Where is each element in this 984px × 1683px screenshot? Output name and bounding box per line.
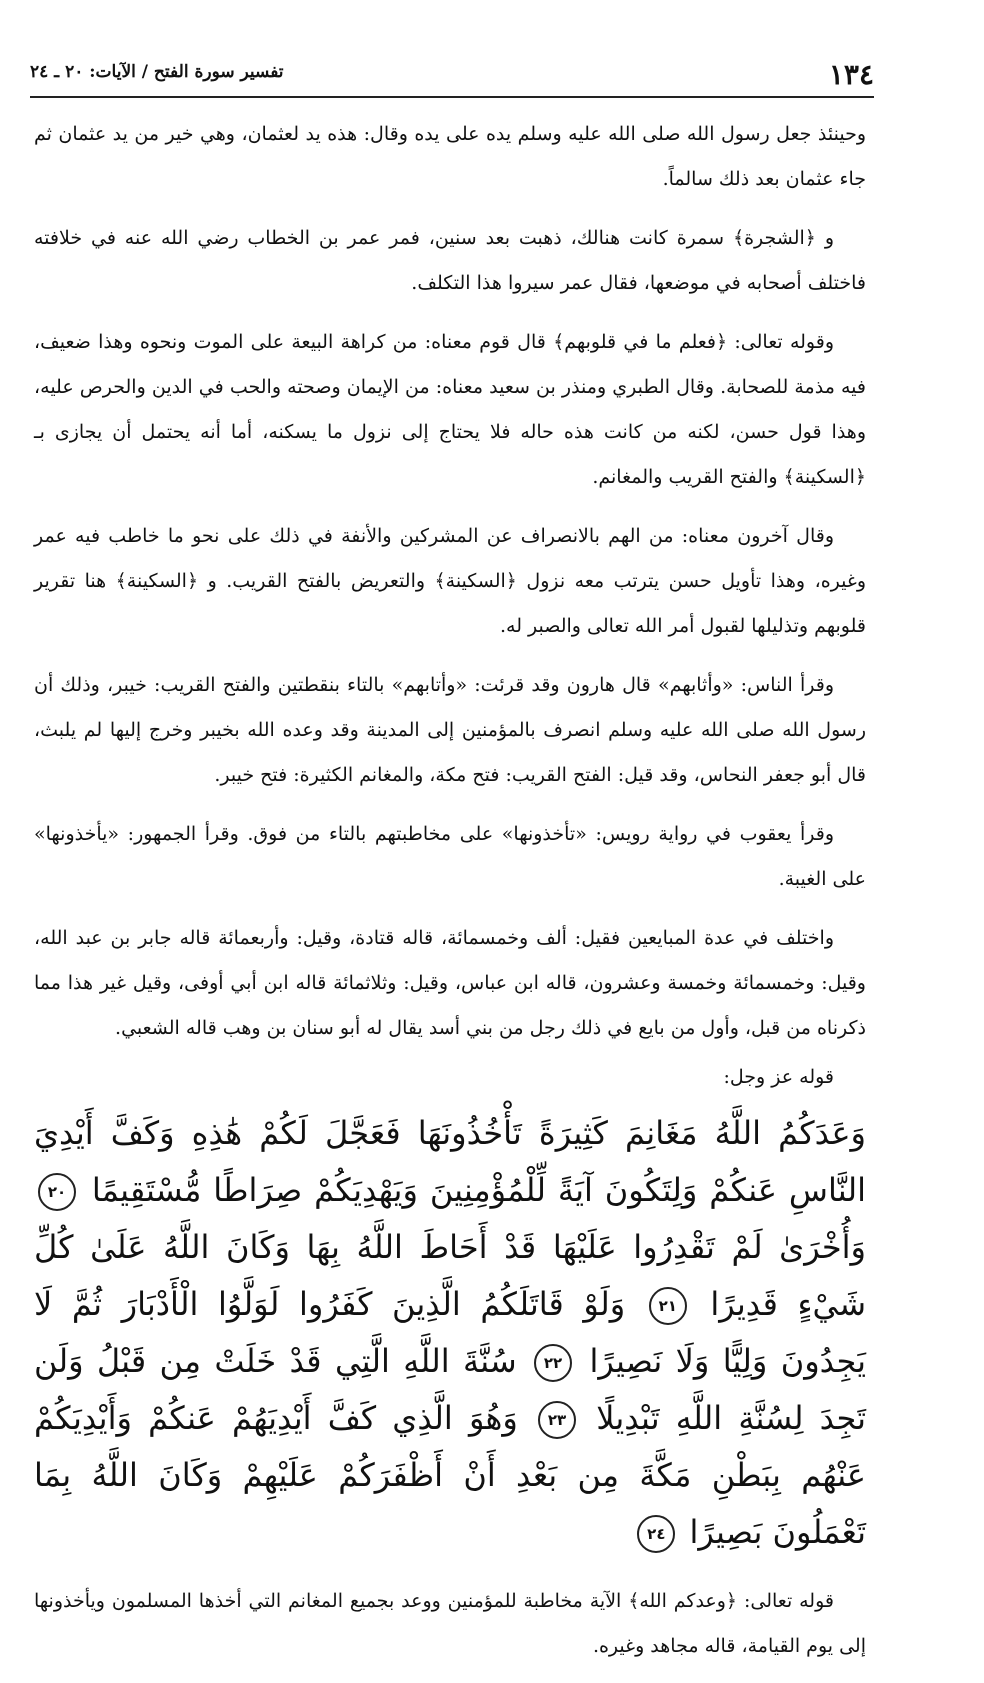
ayah-number-marker: ٢٤ (637, 1515, 675, 1553)
ayah-number-marker: ٢٢ (534, 1344, 572, 1382)
ayah-number-marker: ٢٠ (38, 1173, 76, 1211)
paragraph-1: وحينئذ جعل رسول الله صلى الله عليه وسلم يده على يده وقال: هذه يد لعثمان، وهي خير من يد عثمان ثم جاء عثمان بعد ذلك سالماً. (34, 123, 866, 190)
page-header (30, 56, 874, 98)
paragraph-7: واختلف في عدة المبايعين فقيل: ألف وخمسمائة، قاله قتادة، وقيل: وأربعمائة قاله جابر بن عبد الله، وقيل: وخمسمائة وخمسة وعشرون، قاله ابن عباس، وقيل: وثلاثمائة قاله ابن أبي أوفى، وقيل غير هذا مما ذكرناه من قبل، وأول من بايع في ذلك رجل من بني أسد يقال له أبو سنان بن وهب قاله الشعبي. (34, 927, 866, 1039)
ayah-number-marker: ٢١ (649, 1287, 687, 1325)
paragraph-3: وقوله تعالى: ﴿فعلم ما في قلوبهم﴾ قال قوم معناه: من كراهة البيعة على الموت ونحوه وهذا ضعيف، فيه مذمة للصحابة. وقال الطبري ومنذر بن سعيد معناه: من الإيمان وصحته والحب في الدين والحرص عليه، وهذا قول حسن، لكنه من كانت هذه حاله فلا يحتاج إلى نزول ما يسكنه، أما أنه يحتمل أن يجازى بـ ﴿السكينة﴾ والفتح القريب والمغانم. (34, 331, 866, 488)
page-body (34, 112, 866, 1683)
running-title: تفسير سورة الفتح / الآيات: ٢٠ ـ ٢٤ (30, 62, 284, 82)
ayah-23-text: سُنَّةَ اللَّهِ الَّتِي قَدْ خَلَتْ مِن قَبْلُ وَلَن تَجِدَ لِسُنَّةِ اللَّهِ تَبْدِيلًا (34, 1342, 867, 1437)
ayah-21-text: وَأُخْرَىٰ لَمْ تَقْدِرُوا عَلَيْهَا قَدْ أَحَاطَ اللَّهُ بِهَا وَكَانَ اللَّهُ عَلَىٰ كُلِّ شَيْءٍ قَدِيرًا (34, 1228, 867, 1323)
ayah-number-marker: ٢٣ (538, 1401, 576, 1439)
ayah-24-text: وَهُوَ الَّذِي كَفَّ أَيْدِيَهُمْ عَنكُمْ وَأَيْدِيَكُمْ عَنْهُم بِبَطْنِ مَكَّةَ مِن بَعْدِ أَنْ أَظْفَرَكُمْ عَلَيْهِمْ وَكَانَ اللَّهُ بِمَا تَعْمَلُونَ بَصِيرًا (34, 1399, 866, 1551)
quote-intro: قوله عز وجل: (723, 1066, 834, 1088)
quran-verses (34, 1105, 866, 1561)
paragraph-2: و ﴿الشجرة﴾ سمرة كانت هنالك، ذهبت بعد سنين، فمر عمر بن الخطاب رضي الله عنه في خلافته فاختلف أصحابه في موضعها، فقال عمر سيروا هذا التكلف. (34, 227, 866, 294)
paragraph-6: وقرأ يعقوب في رواية رويس: «تأخذونها» على مخاطبتهم بالتاء من فوق. وقرأ الجمهور: «يأخذونها» على الغيبة. (34, 823, 866, 890)
paragraph-4: وقال آخرون معناه: من الهم بالانصراف عن المشركين والأنفة في ذلك على نحو ما خاطب فيه عمر وغيره، وهذا تأويل حسن يترتب معه نزول ﴿السكينة﴾ والتعريض بالفتح القريب. و ﴿السكينة﴾ هنا تقرير قلوبهم وتذليلها لقبول أمر الله تعالى والصبر له. (34, 525, 866, 637)
commentary-paragraph: قوله تعالى: ﴿وعدكم الله﴾ الآية مخاطبة للمؤمنين ووعد بجميع المغانم التي أخذها المسلمون ويأخذونها إلى يوم القيامة، قاله مجاهد وغيره. (34, 1590, 866, 1657)
paragraph-5: وقرأ الناس: «وأثابهم» قال هارون وقد قرئت: «وأتابهم» بالتاء بنقطتين والفتح القريب: خيبر، وذلك أن رسول الله صلى الله عليه وسلم انصرف بالمؤمنين إلى المدينة وقد وعده الله بخيبر وخرج إليها لم يلبث، قال أبو جعفر النحاس، وقد قيل: الفتح القريب: فتح مكة، والمغانم الكثيرة: فتح خيبر. (34, 674, 866, 786)
ayah-20-text: وَعَدَكُمُ اللَّهُ مَغَانِمَ كَثِيرَةً تَأْخُذُونَهَا فَعَجَّلَ لَكُمْ هَٰذِهِ وَكَفَّ أَيْدِيَ النَّاسِ عَنكُمْ وَلِتَكُونَ آيَةً لِّلْمُؤْمِنِينَ وَيَهْدِيَكُمْ صِرَاطًا مُّسْتَقِيمًا (34, 1114, 867, 1209)
ayah-22-text: وَلَوْ قَاتَلَكُمُ الَّذِينَ كَفَرُوا لَوَلَّوُا الْأَدْبَارَ ثُمَّ لَا يَجِدُونَ وَلِيًّا وَلَا نَصِيرًا (34, 1285, 867, 1380)
page-number: ١٣٤ (828, 58, 874, 91)
